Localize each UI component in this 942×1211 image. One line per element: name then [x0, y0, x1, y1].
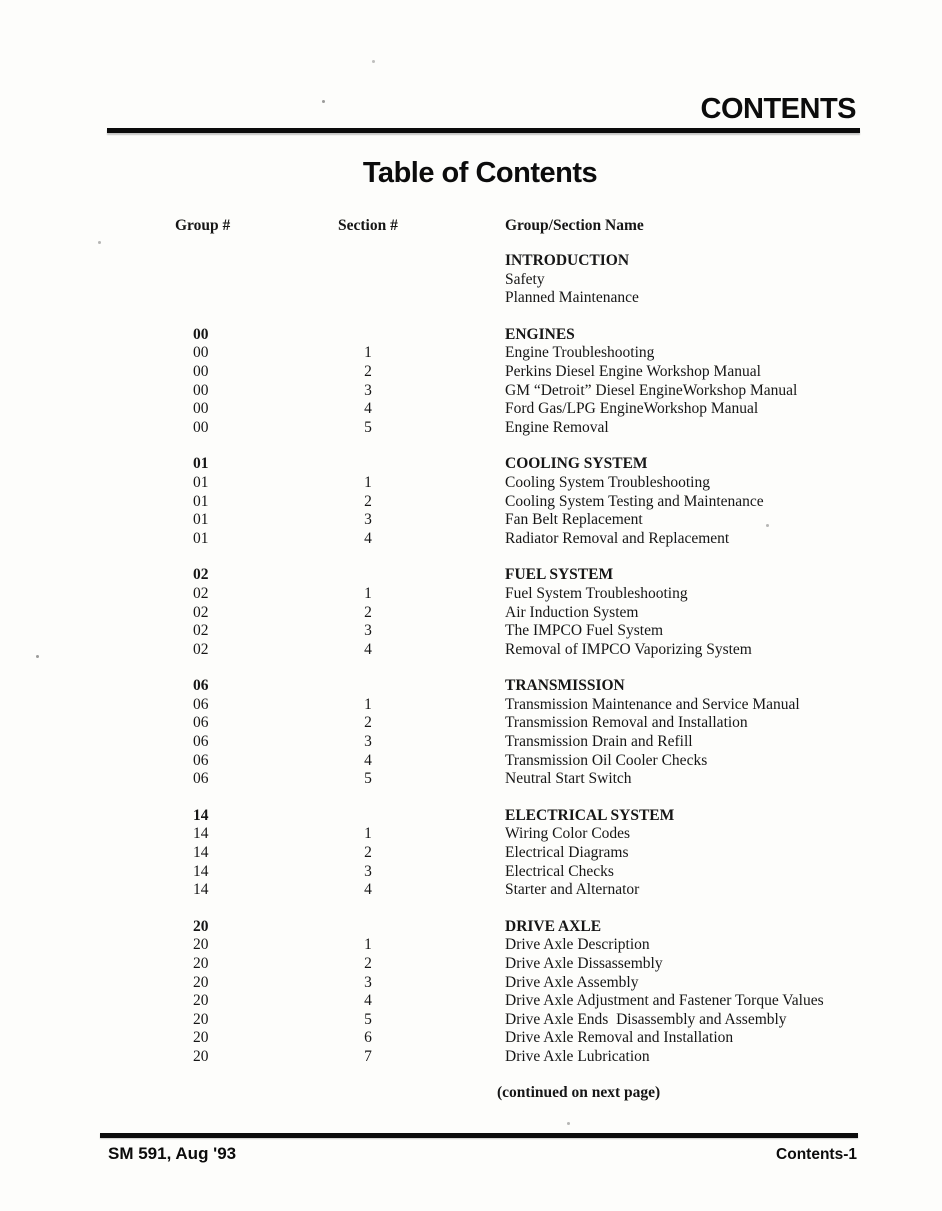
toc-section — [0, 807, 942, 900]
toc-row — [0, 1029, 942, 1048]
toc-row — [0, 825, 942, 844]
toc-row — [0, 752, 942, 771]
entry-name-cell: Transmission Drain and Refill — [505, 733, 693, 751]
group-number-cell: 06 — [193, 677, 209, 695]
section-heading-cell: TRANSMISSION — [505, 677, 625, 695]
section-number-cell: 5 — [364, 418, 372, 436]
section-number-cell: 1 — [364, 344, 372, 362]
group-number-cell: 01 — [193, 529, 209, 547]
group-number-cell: 00 — [193, 381, 209, 399]
section-number-cell: 1 — [364, 584, 372, 602]
entry-name-cell: The IMPCO Fuel System — [505, 622, 664, 640]
entry-name-cell: Drive Axle Assembly — [505, 973, 639, 991]
group-number-cell: 20 — [193, 973, 209, 991]
scan-artifact-dot — [98, 241, 101, 244]
toc-heading-row — [0, 252, 942, 271]
toc-row — [0, 363, 942, 382]
section-heading-cell: FUEL SYSTEM — [505, 566, 614, 584]
group-number-cell: 02 — [193, 640, 209, 658]
section-number-cell: 2 — [364, 714, 372, 732]
entry-name-cell: Drive Axle Adjustment and Fastener Torque Values — [505, 992, 824, 1010]
scan-artifact-dot — [766, 524, 769, 527]
section-heading-cell: ENGINES — [505, 325, 575, 343]
toc-row — [0, 696, 942, 715]
group-number-cell: 01 — [193, 455, 209, 473]
toc-row — [0, 622, 942, 641]
section-number-cell: 4 — [364, 992, 372, 1010]
toc-row — [0, 844, 942, 863]
group-number-cell: 20 — [193, 1047, 209, 1065]
toc-body — [0, 252, 942, 1085]
section-number-cell: 3 — [364, 862, 372, 880]
column-header-name: Group/Section Name — [505, 217, 644, 234]
toc-row — [0, 733, 942, 752]
section-number-cell: 2 — [364, 603, 372, 621]
section-number-cell: 1 — [364, 695, 372, 713]
group-number-cell: 02 — [193, 566, 209, 584]
entry-name-cell: Neutral Start Switch — [505, 770, 632, 788]
toc-section — [0, 455, 942, 548]
group-number-cell: 02 — [193, 584, 209, 602]
entry-name-cell: GM “Detroit” Diesel EngineWorkshop Manual — [505, 381, 798, 399]
section-number-cell: 3 — [364, 511, 372, 529]
group-number-cell: 20 — [193, 917, 209, 935]
section-number-cell: 4 — [364, 751, 372, 769]
section-number-cell: 4 — [364, 529, 372, 547]
toc-row — [0, 1048, 942, 1067]
entry-name-cell: Drive Axle Removal and Installation — [505, 1029, 734, 1047]
entry-name-cell: Transmission Maintenance and Service Manual — [505, 695, 800, 713]
column-header-group: Group # — [175, 217, 231, 234]
toc-row — [0, 863, 942, 882]
toc-row — [0, 714, 942, 733]
toc-row — [0, 604, 942, 623]
section-number-cell: 4 — [364, 881, 372, 899]
toc-row — [0, 585, 942, 604]
column-header-section: Section # — [338, 217, 398, 234]
entry-name-cell: Transmission Oil Cooler Checks — [505, 751, 708, 769]
section-number-cell: 1 — [364, 473, 372, 491]
group-number-cell: 06 — [193, 714, 209, 732]
group-number-cell: 02 — [193, 603, 209, 621]
toc-row — [0, 1011, 942, 1030]
entry-name-cell: Engine Troubleshooting — [505, 344, 655, 362]
group-number-cell: 14 — [193, 881, 209, 899]
toc-row — [0, 641, 942, 660]
scan-artifact-dot — [567, 1122, 570, 1125]
group-number-cell: 06 — [193, 770, 209, 788]
section-number-cell: 4 — [364, 400, 372, 418]
group-number-cell: 20 — [193, 936, 209, 954]
toc-row — [0, 955, 942, 974]
entry-name-cell: Perkins Diesel Engine Workshop Manual — [505, 362, 761, 380]
group-number-cell: 20 — [193, 1010, 209, 1028]
entry-name-cell: Drive Axle Lubrication — [505, 1047, 650, 1065]
entry-name-cell: Transmission Removal and Installation — [505, 714, 748, 732]
section-number-cell: 2 — [364, 844, 372, 862]
toc-row — [0, 493, 942, 512]
entry-name-cell: Fuel System Troubleshooting — [505, 584, 688, 602]
section-number-cell: 5 — [364, 770, 372, 788]
section-number-cell: 2 — [364, 492, 372, 510]
group-number-cell: 06 — [193, 733, 209, 751]
entry-name-cell: Electrical Checks — [505, 862, 614, 880]
toc-section — [0, 566, 942, 659]
toc-heading-row — [0, 677, 942, 696]
entry-name-cell: Engine Removal — [505, 418, 609, 436]
toc-heading-row — [0, 807, 942, 826]
section-number-cell: 6 — [364, 1029, 372, 1047]
footer-rule — [100, 1133, 858, 1138]
entry-name-cell: Wiring Color Codes — [505, 825, 631, 843]
toc-heading-row — [0, 326, 942, 345]
continued-note: (continued on next page) — [497, 1084, 661, 1101]
toc-row — [0, 511, 942, 530]
scan-artifact-dot — [372, 60, 375, 63]
toc-heading-row — [0, 566, 942, 585]
toc-row — [0, 992, 942, 1011]
entry-name-cell: Drive Axle Description — [505, 936, 650, 954]
group-number-cell: 00 — [193, 325, 209, 343]
header-rule — [107, 128, 860, 133]
section-heading-cell: DRIVE AXLE — [505, 917, 602, 935]
section-number-cell: 2 — [364, 955, 372, 972]
section-number-cell: 2 — [364, 362, 372, 380]
page-title: Table of Contents — [362, 157, 598, 189]
group-number-cell: 00 — [193, 400, 209, 418]
entry-name-cell: Planned Maintenance — [505, 289, 639, 307]
section-number-cell: 3 — [364, 622, 372, 640]
entry-name-cell: Cooling System Testing and Maintenance — [505, 492, 764, 510]
toc-row — [0, 474, 942, 493]
toc-row — [0, 344, 942, 363]
section-number-cell: 5 — [364, 1010, 372, 1028]
group-number-cell: 20 — [193, 992, 209, 1010]
entry-name-cell: Safety — [505, 270, 545, 288]
footer-page-number: Contents-1 — [776, 1146, 857, 1163]
toc-row — [0, 530, 942, 549]
toc-row — [0, 400, 942, 419]
footer-doc-id: SM 591, Aug '93 — [108, 1144, 237, 1163]
entry-name-cell: Removal of IMPCO Vaporizing System — [505, 640, 752, 658]
toc-row — [0, 936, 942, 955]
group-number-cell: 00 — [193, 418, 209, 436]
section-number-cell: 1 — [364, 936, 372, 954]
group-number-cell: 14 — [193, 844, 209, 862]
section-number-cell: 4 — [364, 640, 372, 658]
entry-name-cell: Starter and Alternator — [505, 881, 640, 899]
running-header: CONTENTS — [700, 93, 856, 125]
entry-name-cell: Fan Belt Replacement — [505, 511, 643, 529]
group-number-cell: 01 — [193, 492, 209, 510]
section-heading-cell: INTRODUCTION — [505, 252, 630, 269]
toc-row — [0, 881, 942, 900]
group-number-cell: 06 — [193, 695, 209, 713]
entry-name-cell: Drive Axle Dissassembly — [505, 955, 663, 972]
group-number-cell: 14 — [193, 862, 209, 880]
toc-heading-row — [0, 918, 942, 937]
toc-row — [0, 974, 942, 993]
group-number-cell: 01 — [193, 473, 209, 491]
entry-name-cell: Drive Axle Ends Disassembly and Assembly — [505, 1010, 787, 1028]
group-number-cell: 20 — [193, 1029, 209, 1047]
section-number-cell: 3 — [364, 381, 372, 399]
section-number-cell: 1 — [364, 825, 372, 843]
toc-row — [0, 382, 942, 401]
group-number-cell: 14 — [193, 806, 209, 824]
group-number-cell: 00 — [193, 362, 209, 380]
group-number-cell: 14 — [193, 825, 209, 843]
entry-name-cell: Radiator Removal and Replacement — [505, 529, 730, 547]
group-number-cell: 02 — [193, 622, 209, 640]
toc-row — [0, 271, 942, 290]
entry-name-cell: Electrical Diagrams — [505, 844, 629, 862]
entry-name-cell: Cooling System Troubleshooting — [505, 473, 710, 491]
group-number-cell: 06 — [193, 751, 209, 769]
toc-section — [0, 918, 942, 1067]
section-number-cell: 3 — [364, 973, 372, 991]
section-number-cell: 3 — [364, 733, 372, 751]
section-heading-cell: ELECTRICAL SYSTEM — [505, 806, 675, 824]
toc-row — [0, 289, 942, 308]
section-number-cell: 7 — [364, 1047, 372, 1065]
toc-section — [0, 677, 942, 789]
group-number-cell: 01 — [193, 511, 209, 529]
group-number-cell: 00 — [193, 344, 209, 362]
entry-name-cell: Air Induction System — [505, 603, 639, 621]
toc-row — [0, 419, 942, 438]
scan-artifact-dot — [322, 100, 325, 103]
toc-row — [0, 770, 942, 789]
scan-artifact-dot — [36, 655, 39, 658]
toc-section — [0, 252, 942, 308]
toc-section — [0, 326, 942, 438]
section-heading-cell: COOLING SYSTEM — [505, 455, 648, 473]
group-number-cell: 20 — [193, 955, 209, 972]
toc-heading-row — [0, 455, 942, 474]
entry-name-cell: Ford Gas/LPG EngineWorkshop Manual — [505, 400, 759, 418]
